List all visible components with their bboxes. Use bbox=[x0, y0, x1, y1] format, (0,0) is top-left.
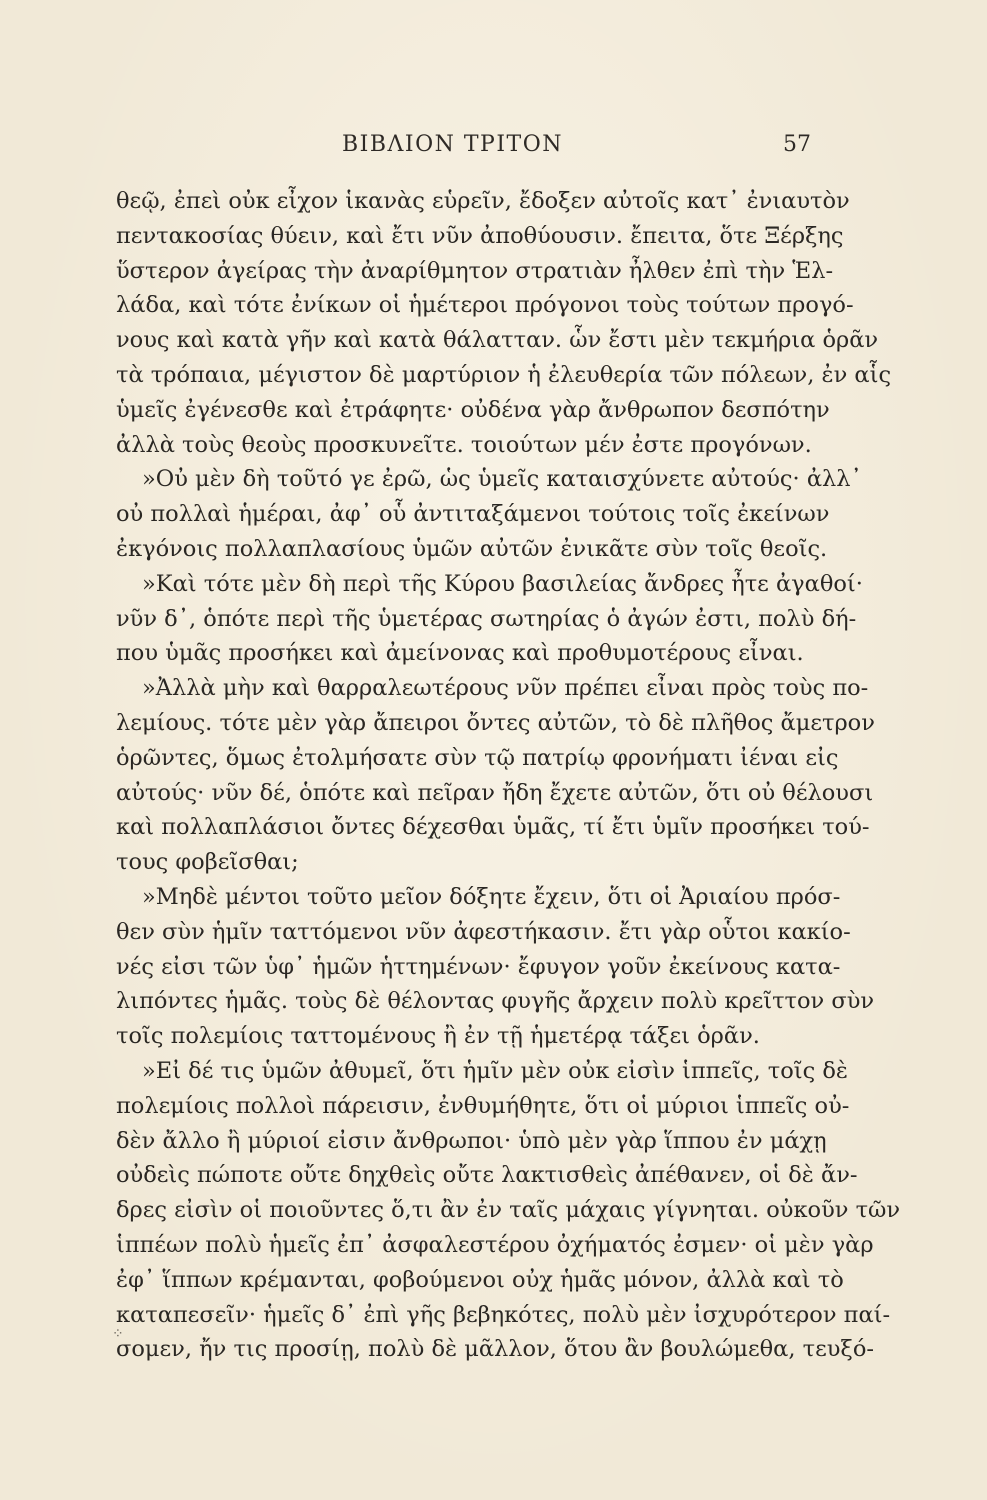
paragraph-start-line: »Καὶ τότε μὲν δὴ περὶ τῆς Κύρου βασιλείας ἄνδρες ἦτε ἀγαθοί· bbox=[142, 570, 863, 597]
text-line: θεν σὺν ἡμῖν ταττόμενοι νῦν ἀφεστήκασιν. ἔτι γὰρ οὗτοι κακίο- bbox=[116, 918, 851, 945]
text-line: πεντακοσίας θύειν, καὶ ἔτι νῦν ἀποθύουσιν. ἔπειτα, ὅτε Ξέρξης bbox=[116, 222, 844, 249]
text-line: λάδα, καὶ τότε ἐνίκων οἱ ἡμέτεροι πρόγονοι τοὺς τούτων προγό- bbox=[116, 292, 854, 319]
running-header bbox=[0, 132, 987, 162]
text-line: οὐδεὶς πώποτε οὔτε δηχθεὶς οὔτε λακτισθεὶς ἀπέθανεν, οἱ δὲ ἄν- bbox=[116, 1162, 858, 1189]
printing-speck: ⁘ bbox=[112, 1326, 124, 1342]
text-line: ὁρῶντες, ὅμως ἐτολμήσατε σὺν τῷ πατρίῳ φρονήματι ἰέναι εἰς bbox=[116, 744, 839, 771]
paragraph-start-line: »Ἀλλὰ μὴν καὶ θαρραλεωτέρους νῦν πρέπει εἶναι πρὸς τοὺς πο- bbox=[142, 675, 869, 702]
text-line: δὲν ἄλλο ἢ μύριοί εἰσιν ἄνθρωποι· ὑπὸ μὲν γὰρ ἵππου ἐν μάχῃ bbox=[116, 1127, 827, 1154]
text-line: νους καὶ κατὰ γῆν καὶ κατὰ θάλατταν. ὧν ἔστι μὲν τεκμήρια ὁρᾶν bbox=[116, 327, 879, 354]
text-line: αὐτούς· νῦν δέ, ὁπότε καὶ πεῖραν ἤδη ἔχετε αὐτῶν, ὅτι οὐ θέλουσι bbox=[116, 779, 874, 806]
text-line: θεῷ, ἐπεὶ οὐκ εἶχον ἱκανὰς εὑρεῖν, ἔδοξεν αὐτοῖς κατ᾽ ἐνιαυτὸν bbox=[116, 188, 850, 214]
text-line: τὰ τρόπαια, μέγιστον δὲ μαρτύριον ἡ ἐλευθερία τῶν πόλεων, ἐν αἷς bbox=[116, 361, 892, 388]
text-line: τοῖς πολεμίοις ταττομένους ἢ ἐν τῇ ἡμετέρᾳ τάξει ὁρᾶν. bbox=[116, 1023, 760, 1050]
text-line: λεμίους. τότε μὲν γὰρ ἄπειροι ὄντες αὐτῶν, τὸ δὲ πλῆθος ἄμετρον bbox=[116, 709, 875, 736]
text-line: οὐ πολλαὶ ἡμέραι, ἀφ᾽ οὗ ἀντιταξάμενοι τούτοις τοῖς ἐκείνων bbox=[116, 501, 830, 528]
page-number: 57 bbox=[783, 132, 811, 157]
text-line: ἐκγόνοις πολλαπλασίους ὑμῶν αὐτῶν ἐνικᾶτε σὺν τοῖς θεοῖς. bbox=[116, 535, 828, 562]
text-line: νές εἰσι τῶν ὑφ᾽ ἡμῶν ἡττημένων· ἔφυγον γοῦν ἐκείνους κατα- bbox=[116, 953, 841, 980]
body-text bbox=[116, 184, 901, 1367]
text-line: καταπεσεῖν· ἡμεῖς δ᾽ ἐπὶ γῆς βεβηκότες, πολὺ μὲν ἰσχυρότερον παί- bbox=[116, 1301, 891, 1328]
text-line: τους φοβεῖσθαι; bbox=[116, 849, 299, 876]
text-line: δρες εἰσὶν οἱ ποιοῦντες ὅ,τι ἂν ἐν ταῖς μάχαις γίγνηται. οὐκοῦν τῶν bbox=[116, 1197, 901, 1224]
text-line: νῦν δ᾽, ὁπότε περὶ τῆς ὑμετέρας σωτηρίας ὁ ἀγών ἐστι, πολὺ δή- bbox=[116, 605, 857, 632]
text-line: λιπόντες ἡμᾶς. τοὺς δὲ θέλοντας φυγῆς ἄρχειν πολὺ κρεῖττον σὺν bbox=[116, 988, 875, 1015]
text-line: πολεμίοις πολλοὶ πάρεισιν, ἐνθυμήθητε, ὅτι οἱ μύριοι ἱππεῖς οὐ- bbox=[116, 1092, 850, 1119]
paragraph-start-line: »Εἰ δέ τις ὑμῶν ἀθυμεῖ, ὅτι ἡμῖν μὲν οὐκ εἰσὶν ἱππεῖς, τοῖς δὲ bbox=[142, 1057, 848, 1084]
paragraph-start-line: »Μηδὲ μέντοι τοῦτο μεῖον δόξητε ἔχειν, ὅτι οἱ Ἀριαίου πρόσ- bbox=[142, 883, 841, 910]
paragraph-start-line: »Οὐ μὲν δὴ τοῦτό γε ἐρῶ, ὡς ὑμεῖς καταισχύνετε αὐτούς· ἀλλ᾽ bbox=[142, 466, 862, 493]
text-line: ἱππέων πολὺ ἡμεῖς ἐπ᾽ ἀσφαλεστέρου ὀχήματός ἐσμεν· οἱ μὲν γὰρ bbox=[116, 1231, 874, 1258]
text-line: ἀλλὰ τοὺς θεοὺς προσκυνεῖτε. τοιούτων μέν ἐστε προγόνων. bbox=[116, 431, 812, 458]
text-line: σομεν, ἤν τις προσίῃ, πολὺ δὲ μᾶλλον, ὅτου ἂν βουλώμεθα, τευξό- bbox=[116, 1336, 874, 1363]
text-line: ὕστερον ἀγείρας τὴν ἀναρίθμητον στρατιὰν ἦλθεν ἐπὶ τὴν Ἑλ- bbox=[116, 257, 834, 284]
text-line: ὑμεῖς ἐγένεσθε καὶ ἐτράφητε· οὐδένα γὰρ ἄνθρωπον δεσπότην bbox=[116, 396, 830, 423]
text-line: ἐφ᾽ ἵππων κρέμανται, φοβούμενοι οὐχ ἡμᾶς μόνον, ἀλλὰ καὶ τὸ bbox=[116, 1266, 844, 1293]
text-line: που ὑμᾶς προσήκει καὶ ἀμείνονας καὶ προθυμοτέρους εἶναι. bbox=[116, 640, 804, 667]
book-title-header: ΒΙΒΛΙΟΝ ΤΡΙΤΟΝ bbox=[342, 132, 564, 157]
text-line: καὶ πολλαπλάσιοι ὄντες δέχεσθαι ὑμᾶς, τί ἔτι ὑμῖν προσήκει τού- bbox=[116, 814, 870, 841]
